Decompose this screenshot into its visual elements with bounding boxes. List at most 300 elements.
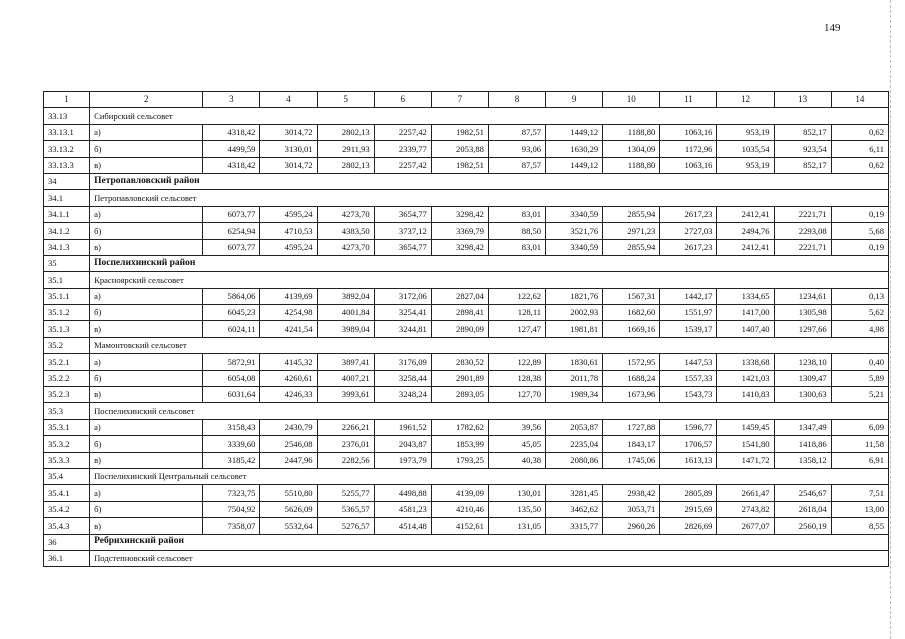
table-cell: 5,21 — [831, 387, 888, 403]
table-cell: 3014,72 — [260, 157, 317, 173]
table-cell: 128,38 — [488, 370, 545, 386]
table-cell: 3989,04 — [317, 321, 374, 337]
row-variant-label: а) — [90, 206, 203, 222]
table-cell: 6073,77 — [203, 206, 260, 222]
table-cell: 5,62 — [831, 305, 888, 321]
table-cell: 2043,87 — [374, 436, 431, 452]
table-cell: 0,62 — [831, 124, 888, 140]
table-row — [44, 436, 889, 452]
row-code: 35.4.3 — [44, 518, 90, 534]
row-code: 34 — [44, 173, 90, 189]
section-row — [44, 468, 889, 484]
table-cell: 5,68 — [831, 223, 888, 239]
table-cell: 2677,07 — [717, 518, 774, 534]
table-cell: 7,51 — [831, 485, 888, 501]
table-cell: 127,47 — [488, 321, 545, 337]
table-cell: 2053,87 — [546, 419, 603, 435]
table-cell: 7504,92 — [203, 501, 260, 517]
table-cell: 4139,69 — [260, 288, 317, 304]
table-cell: 4595,24 — [260, 239, 317, 255]
table-cell: 2011,78 — [546, 370, 603, 386]
table-cell: 2282,56 — [317, 452, 374, 468]
table-row — [44, 370, 889, 386]
table-row — [44, 157, 889, 173]
table-cell: 1297,66 — [774, 321, 831, 337]
section-row — [44, 108, 889, 124]
table-cell: 2430,79 — [260, 419, 317, 435]
table-cell: 3172,06 — [374, 288, 431, 304]
row-code: 35.2.3 — [44, 387, 90, 403]
table-cell: 5365,57 — [317, 501, 374, 517]
table-cell: 2221,71 — [774, 206, 831, 222]
table-cell: 3654,77 — [374, 206, 431, 222]
table-cell: 6,11 — [831, 141, 888, 157]
district-name: Поспелихинский район — [90, 255, 889, 271]
table-cell: 6031,64 — [203, 387, 260, 403]
table-cell: 1188,80 — [603, 157, 660, 173]
section-row — [44, 190, 889, 206]
table-cell: 1745,06 — [603, 452, 660, 468]
row-code: 33.13.3 — [44, 157, 90, 173]
table-cell: 1442,17 — [660, 288, 717, 304]
table-cell: 2661,47 — [717, 485, 774, 501]
table-body — [44, 108, 889, 567]
tariff-table — [43, 91, 889, 567]
table-cell: 2805,89 — [660, 485, 717, 501]
row-code: 35.4.2 — [44, 501, 90, 517]
table-cell: 83,01 — [488, 206, 545, 222]
table-cell: 1035,54 — [717, 141, 774, 157]
table-row — [44, 305, 889, 321]
column-header-9: 9 — [546, 92, 603, 108]
column-header-5: 5 — [317, 92, 374, 108]
table-row — [44, 518, 889, 534]
table-cell: 131,05 — [488, 518, 545, 534]
table-cell: 6,91 — [831, 452, 888, 468]
district-row — [44, 173, 889, 189]
table-cell: 1172,96 — [660, 141, 717, 157]
row-code: 34.1 — [44, 190, 90, 206]
table-cell: 2412,41 — [717, 206, 774, 222]
row-variant-label: б) — [90, 436, 203, 452]
table-cell: 7323,75 — [203, 485, 260, 501]
row-code: 35.3.1 — [44, 419, 90, 435]
table-row — [44, 419, 889, 435]
table-cell: 6054,08 — [203, 370, 260, 386]
table-cell: 3521,76 — [546, 223, 603, 239]
table-cell: 3185,42 — [203, 452, 260, 468]
table-cell: 1541,80 — [717, 436, 774, 452]
table-cell: 122,89 — [488, 354, 545, 370]
table-cell: 923,54 — [774, 141, 831, 157]
table-cell: 1447,53 — [660, 354, 717, 370]
column-header-10: 10 — [603, 92, 660, 108]
row-code: 35.1.1 — [44, 288, 90, 304]
table-cell: 1630,29 — [546, 141, 603, 157]
table-row — [44, 452, 889, 468]
table-cell: 1471,72 — [717, 452, 774, 468]
table-cell: 8,55 — [831, 518, 888, 534]
row-code: 33.13.1 — [44, 124, 90, 140]
table-cell: 1981,81 — [546, 321, 603, 337]
table-cell: 1557,33 — [660, 370, 717, 386]
table-row — [44, 501, 889, 517]
table-cell: 3281,45 — [546, 485, 603, 501]
table-cell: 2546,67 — [774, 485, 831, 501]
table-cell: 3130,01 — [260, 141, 317, 157]
table-cell: 1234,61 — [774, 288, 831, 304]
section-name: Мамонтовский сельсовет — [90, 337, 889, 353]
row-variant-label: в) — [90, 157, 203, 173]
table-cell: 3897,41 — [317, 354, 374, 370]
table-cell: 852,17 — [774, 157, 831, 173]
table-row — [44, 387, 889, 403]
table-cell: 128,11 — [488, 305, 545, 321]
row-variant-label: б) — [90, 141, 203, 157]
table-cell: 6254,94 — [203, 223, 260, 239]
row-variant-label: а) — [90, 124, 203, 140]
table-cell: 5510,80 — [260, 485, 317, 501]
table-cell: 2901,89 — [431, 370, 488, 386]
table-cell: 3254,41 — [374, 305, 431, 321]
table-cell: 6045,23 — [203, 305, 260, 321]
table-cell: 1961,52 — [374, 419, 431, 435]
section-row — [44, 337, 889, 353]
row-code: 35.4.1 — [44, 485, 90, 501]
row-code: 35.1 — [44, 272, 90, 288]
table-row — [44, 206, 889, 222]
table-cell: 3340,59 — [546, 206, 603, 222]
row-variant-label: б) — [90, 370, 203, 386]
table-cell: 2080,86 — [546, 452, 603, 468]
row-code: 35.1.2 — [44, 305, 90, 321]
table-cell: 3892,04 — [317, 288, 374, 304]
row-code: 35.2.2 — [44, 370, 90, 386]
table-cell: 2898,41 — [431, 305, 488, 321]
table-cell: 2890,09 — [431, 321, 488, 337]
table-cell: 2617,23 — [660, 239, 717, 255]
row-variant-label: а) — [90, 485, 203, 501]
column-header-1: 1 — [44, 92, 90, 108]
row-code: 35.4 — [44, 468, 90, 484]
table-cell: 3339,60 — [203, 436, 260, 452]
table-cell: 4152,61 — [431, 518, 488, 534]
table-cell: 2855,94 — [603, 206, 660, 222]
table-cell: 2893,05 — [431, 387, 488, 403]
table-cell: 4254,98 — [260, 305, 317, 321]
table-cell: 1830,61 — [546, 354, 603, 370]
table-cell: 1682,60 — [603, 305, 660, 321]
section-name: Подстепновский сельсовет — [90, 550, 889, 566]
district-name: Ребрихинский район — [90, 534, 889, 550]
table-cell: 2743,82 — [717, 501, 774, 517]
table-cell: 4595,24 — [260, 206, 317, 222]
table-cell: 1418,86 — [774, 436, 831, 452]
table-cell: 4710,53 — [260, 223, 317, 239]
table-cell: 2339,77 — [374, 141, 431, 157]
row-code: 34.1.3 — [44, 239, 90, 255]
table-cell: 953,19 — [717, 157, 774, 173]
table-row — [44, 141, 889, 157]
table-cell: 3654,77 — [374, 239, 431, 255]
row-code: 33.13.2 — [44, 141, 90, 157]
section-name: Красноярский сельсовет — [90, 272, 889, 288]
table-cell: 1567,31 — [603, 288, 660, 304]
table-cell: 45,05 — [488, 436, 545, 452]
row-variant-label: а) — [90, 288, 203, 304]
section-row — [44, 550, 889, 566]
table-cell: 1989,34 — [546, 387, 603, 403]
table-cell: 4210,46 — [431, 501, 488, 517]
column-header-14: 14 — [831, 92, 888, 108]
row-variant-label: в) — [90, 452, 203, 468]
table-cell: 2447,96 — [260, 452, 317, 468]
table-cell: 3993,61 — [317, 387, 374, 403]
row-code: 35.2.1 — [44, 354, 90, 370]
table-cell: 2618,04 — [774, 501, 831, 517]
row-code: 35.3.2 — [44, 436, 90, 452]
table-cell: 135,50 — [488, 501, 545, 517]
table-cell: 3258,44 — [374, 370, 431, 386]
table-cell: 1596,77 — [660, 419, 717, 435]
table-cell: 852,17 — [774, 124, 831, 140]
district-row — [44, 534, 889, 550]
page-edge-mark — [890, 0, 891, 639]
table-cell: 0,19 — [831, 206, 888, 222]
table-cell: 3298,42 — [431, 239, 488, 255]
table-cell: 4581,23 — [374, 501, 431, 517]
table-cell: 3158,43 — [203, 419, 260, 435]
table-cell: 83,01 — [488, 239, 545, 255]
table-cell: 87,57 — [488, 124, 545, 140]
table-cell: 1982,51 — [431, 124, 488, 140]
table-cell: 4260,61 — [260, 370, 317, 386]
table-cell: 1793,25 — [431, 452, 488, 468]
table-cell: 1334,65 — [717, 288, 774, 304]
row-code: 35.2 — [44, 337, 90, 353]
table-cell: 4241,54 — [260, 321, 317, 337]
section-name: Поспелихинский Центральный сельсовет — [90, 468, 889, 484]
table-cell: 0,13 — [831, 288, 888, 304]
table-cell: 2002,93 — [546, 305, 603, 321]
table-cell: 5864,06 — [203, 288, 260, 304]
table-cell: 127,70 — [488, 387, 545, 403]
table-row — [44, 239, 889, 255]
row-variant-label: б) — [90, 501, 203, 517]
table-cell: 3340,59 — [546, 239, 603, 255]
table-cell: 6024,11 — [203, 321, 260, 337]
table-cell: 1238,10 — [774, 354, 831, 370]
table-cell: 4007,21 — [317, 370, 374, 386]
table-cell: 88,50 — [488, 223, 545, 239]
table-cell: 1309,47 — [774, 370, 831, 386]
table-cell: 1410,83 — [717, 387, 774, 403]
table-cell: 5872,91 — [203, 354, 260, 370]
table-cell: 11,58 — [831, 436, 888, 452]
table-cell: 4246,33 — [260, 387, 317, 403]
table-row — [44, 485, 889, 501]
table-cell: 5532,64 — [260, 518, 317, 534]
table-cell: 6073,77 — [203, 239, 260, 255]
table-cell: 2546,08 — [260, 436, 317, 452]
row-variant-label: в) — [90, 387, 203, 403]
column-number-row — [44, 92, 889, 108]
table-cell: 4514,48 — [374, 518, 431, 534]
section-name: Сибирский сельсовет — [90, 108, 889, 124]
section-row — [44, 403, 889, 419]
table-cell: 1706,57 — [660, 436, 717, 452]
table-cell: 4318,42 — [203, 124, 260, 140]
table-cell: 3737,12 — [374, 223, 431, 239]
table-cell: 1063,16 — [660, 124, 717, 140]
table-cell: 1063,16 — [660, 157, 717, 173]
table-cell: 7358,07 — [203, 518, 260, 534]
district-row — [44, 255, 889, 271]
table-cell: 2293,08 — [774, 223, 831, 239]
table-cell: 1543,73 — [660, 387, 717, 403]
column-header-3: 3 — [203, 92, 260, 108]
table-cell: 1407,40 — [717, 321, 774, 337]
table-cell: 2826,69 — [660, 518, 717, 534]
table-cell: 1982,51 — [431, 157, 488, 173]
row-variant-label: в) — [90, 239, 203, 255]
table-cell: 1305,98 — [774, 305, 831, 321]
table-cell: 2971,23 — [603, 223, 660, 239]
table-cell: 1688,24 — [603, 370, 660, 386]
table-cell: 5626,09 — [260, 501, 317, 517]
table-cell: 4273,70 — [317, 206, 374, 222]
table-cell: 0,40 — [831, 354, 888, 370]
table-cell: 1358,12 — [774, 452, 831, 468]
table-cell: 3298,42 — [431, 206, 488, 222]
table-cell: 2053,88 — [431, 141, 488, 157]
table-cell: 87,57 — [488, 157, 545, 173]
table-header — [44, 92, 889, 108]
table-row — [44, 124, 889, 140]
column-header-8: 8 — [488, 92, 545, 108]
row-code: 34.1.1 — [44, 206, 90, 222]
table-cell: 4499,59 — [203, 141, 260, 157]
row-variant-label: а) — [90, 354, 203, 370]
row-code: 33.13 — [44, 108, 90, 124]
table-cell: 1338,68 — [717, 354, 774, 370]
table-cell: 3315,77 — [546, 518, 603, 534]
table-row — [44, 321, 889, 337]
table-cell: 2938,42 — [603, 485, 660, 501]
table-cell: 2911,93 — [317, 141, 374, 157]
page-number: 149 — [824, 22, 841, 34]
table-cell: 953,19 — [717, 124, 774, 140]
table-cell: 4,98 — [831, 321, 888, 337]
table-cell: 4273,70 — [317, 239, 374, 255]
table-cell: 40,38 — [488, 452, 545, 468]
table-row — [44, 354, 889, 370]
column-header-13: 13 — [774, 92, 831, 108]
row-variant-label: а) — [90, 419, 203, 435]
table-cell: 3014,72 — [260, 124, 317, 140]
table-cell: 2915,69 — [660, 501, 717, 517]
column-header-12: 12 — [717, 92, 774, 108]
table-cell: 4139,09 — [431, 485, 488, 501]
section-name: Поспелихинский сельсовет — [90, 403, 889, 419]
row-code: 35.3 — [44, 403, 90, 419]
table-cell: 0,19 — [831, 239, 888, 255]
section-row — [44, 272, 889, 288]
row-variant-label: в) — [90, 518, 203, 534]
table-cell: 5255,77 — [317, 485, 374, 501]
table-cell: 1421,03 — [717, 370, 774, 386]
table-cell: 1551,97 — [660, 305, 717, 321]
table-cell: 1572,95 — [603, 354, 660, 370]
table-cell: 93,06 — [488, 141, 545, 157]
table-cell: 2221,71 — [774, 239, 831, 255]
table-cell: 4498,88 — [374, 485, 431, 501]
table-cell: 1821,76 — [546, 288, 603, 304]
table-cell: 1347,49 — [774, 419, 831, 435]
table-cell: 2257,42 — [374, 157, 431, 173]
table-cell: 39,56 — [488, 419, 545, 435]
column-header-2: 2 — [90, 92, 203, 108]
row-code: 36.1 — [44, 550, 90, 566]
table-cell: 122,62 — [488, 288, 545, 304]
table-cell: 1459,45 — [717, 419, 774, 435]
table-cell: 3244,81 — [374, 321, 431, 337]
table-cell: 2727,03 — [660, 223, 717, 239]
table-cell: 3248,24 — [374, 387, 431, 403]
table-row — [44, 223, 889, 239]
column-header-4: 4 — [260, 92, 317, 108]
table-cell: 2560,19 — [774, 518, 831, 534]
table-cell: 1782,62 — [431, 419, 488, 435]
row-variant-label: б) — [90, 305, 203, 321]
row-code: 34.1.2 — [44, 223, 90, 239]
table-cell: 2802,13 — [317, 157, 374, 173]
table-cell: 4145,32 — [260, 354, 317, 370]
column-header-7: 7 — [431, 92, 488, 108]
table-cell: 0,62 — [831, 157, 888, 173]
table-cell: 4318,42 — [203, 157, 260, 173]
table-cell: 2830,52 — [431, 354, 488, 370]
row-variant-label: б) — [90, 223, 203, 239]
table-cell: 1727,88 — [603, 419, 660, 435]
table-cell: 2617,23 — [660, 206, 717, 222]
table-cell: 3176,09 — [374, 354, 431, 370]
row-code: 35.3.3 — [44, 452, 90, 468]
table-cell: 2960,26 — [603, 518, 660, 534]
table-cell: 1843,17 — [603, 436, 660, 452]
table-cell: 1300,63 — [774, 387, 831, 403]
table-cell: 2376,01 — [317, 436, 374, 452]
table-row — [44, 288, 889, 304]
table-cell: 130,01 — [488, 485, 545, 501]
table-cell: 3462,62 — [546, 501, 603, 517]
table-cell: 2802,13 — [317, 124, 374, 140]
table-cell: 3053,71 — [603, 501, 660, 517]
row-code: 35.1.3 — [44, 321, 90, 337]
table-cell: 13,00 — [831, 501, 888, 517]
table-cell: 3369,79 — [431, 223, 488, 239]
column-header-6: 6 — [374, 92, 431, 108]
table-cell: 4383,50 — [317, 223, 374, 239]
table-cell: 4001,84 — [317, 305, 374, 321]
table-cell: 1449,12 — [546, 124, 603, 140]
table-cell: 2855,94 — [603, 239, 660, 255]
table-cell: 6,09 — [831, 419, 888, 435]
table-cell: 1673,96 — [603, 387, 660, 403]
table-cell: 1304,09 — [603, 141, 660, 157]
table-cell: 1449,12 — [546, 157, 603, 173]
table-cell: 2827,04 — [431, 288, 488, 304]
